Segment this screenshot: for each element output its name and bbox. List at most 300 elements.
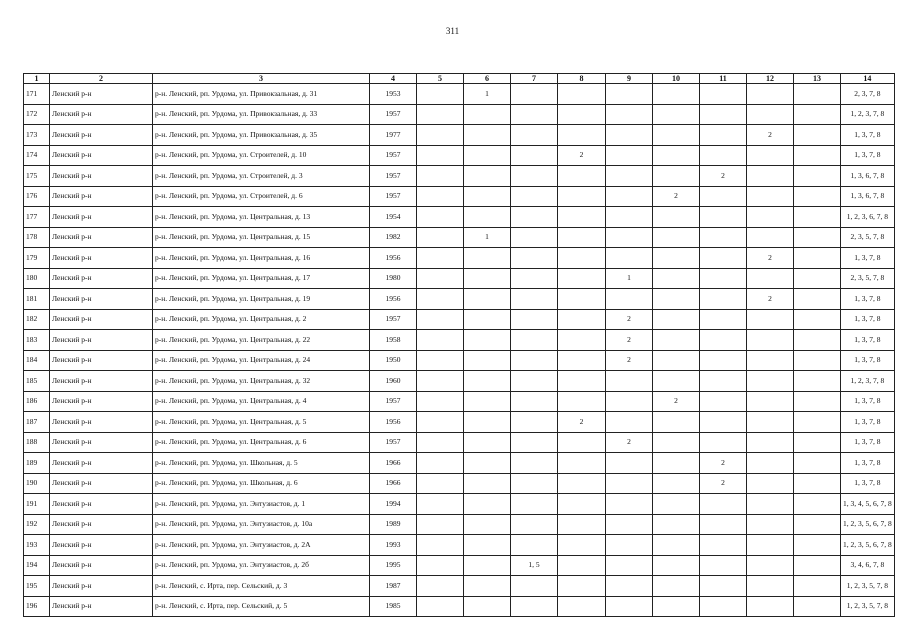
cell-col-9: 1 bbox=[606, 268, 653, 289]
cell-col-10 bbox=[653, 227, 700, 248]
register-table bbox=[23, 73, 895, 617]
cell-col-3: р-н. Ленский, с. Ирта, пер. Сельский, д. 3 bbox=[153, 576, 370, 597]
cell-col-13 bbox=[794, 350, 841, 371]
cell-col-12 bbox=[747, 84, 794, 105]
cell-col-5 bbox=[417, 453, 464, 474]
cell-col-7 bbox=[511, 145, 558, 166]
cell-col-6 bbox=[464, 125, 511, 146]
cell-col-8 bbox=[558, 186, 606, 207]
cell-col-12: 2 bbox=[747, 289, 794, 310]
cell-col-11 bbox=[700, 371, 747, 392]
cell-col-5 bbox=[417, 473, 464, 494]
cell-col-6 bbox=[464, 473, 511, 494]
column-header-5: 5 bbox=[417, 74, 464, 84]
cell-col-8 bbox=[558, 432, 606, 453]
cell-col-13 bbox=[794, 371, 841, 392]
cell-col-11 bbox=[700, 125, 747, 146]
cell-col-3: р-н. Ленский, рп. Урдома, ул. Центральная, д. 16 bbox=[153, 248, 370, 269]
cell-col-6 bbox=[464, 289, 511, 310]
cell-col-13 bbox=[794, 576, 841, 597]
cell-col-2: Ленский р-н bbox=[50, 555, 153, 576]
cell-col-14: 1, 3, 7, 8 bbox=[841, 248, 895, 269]
cell-col-14: 1, 2, 3, 5, 7, 8 bbox=[841, 596, 895, 617]
cell-col-10 bbox=[653, 125, 700, 146]
cell-col-12: 2 bbox=[747, 248, 794, 269]
cell-col-13 bbox=[794, 227, 841, 248]
cell-col-7 bbox=[511, 186, 558, 207]
cell-col-1: 186 bbox=[24, 391, 50, 412]
cell-col-2: Ленский р-н bbox=[50, 576, 153, 597]
table-row bbox=[24, 84, 895, 105]
cell-col-1: 172 bbox=[24, 104, 50, 125]
cell-col-11 bbox=[700, 289, 747, 310]
cell-col-2: Ленский р-н bbox=[50, 432, 153, 453]
cell-col-8 bbox=[558, 227, 606, 248]
cell-col-4: 1958 bbox=[370, 330, 417, 351]
cell-col-6 bbox=[464, 494, 511, 515]
cell-col-3: р-н. Ленский, рп. Урдома, ул. Центральная, д. 17 bbox=[153, 268, 370, 289]
cell-col-14: 3, 4, 6, 7, 8 bbox=[841, 555, 895, 576]
cell-col-1: 173 bbox=[24, 125, 50, 146]
cell-col-7 bbox=[511, 535, 558, 556]
cell-col-10 bbox=[653, 330, 700, 351]
cell-col-9 bbox=[606, 166, 653, 187]
cell-col-12 bbox=[747, 166, 794, 187]
cell-col-10 bbox=[653, 207, 700, 228]
table-row bbox=[24, 289, 895, 310]
table-row bbox=[24, 125, 895, 146]
cell-col-9: 2 bbox=[606, 330, 653, 351]
cell-col-9 bbox=[606, 227, 653, 248]
cell-col-3: р-н. Ленский, рп. Урдома, ул. Энтузиастов, д. 2А bbox=[153, 535, 370, 556]
cell-col-14: 1, 3, 4, 5, 6, 7, 8 bbox=[841, 494, 895, 515]
cell-col-8 bbox=[558, 391, 606, 412]
cell-col-5 bbox=[417, 227, 464, 248]
cell-col-11 bbox=[700, 494, 747, 515]
cell-col-13 bbox=[794, 494, 841, 515]
cell-col-1: 195 bbox=[24, 576, 50, 597]
cell-col-6 bbox=[464, 145, 511, 166]
cell-col-4: 1989 bbox=[370, 514, 417, 535]
cell-col-5 bbox=[417, 166, 464, 187]
cell-col-14: 1, 3, 6, 7, 8 bbox=[841, 166, 895, 187]
cell-col-13 bbox=[794, 514, 841, 535]
table-row bbox=[24, 514, 895, 535]
cell-col-2: Ленский р-н bbox=[50, 207, 153, 228]
cell-col-6 bbox=[464, 596, 511, 617]
cell-col-5 bbox=[417, 289, 464, 310]
cell-col-5 bbox=[417, 104, 464, 125]
cell-col-11 bbox=[700, 309, 747, 330]
cell-col-7 bbox=[511, 453, 558, 474]
cell-col-14: 1, 3, 7, 8 bbox=[841, 432, 895, 453]
cell-col-12 bbox=[747, 350, 794, 371]
cell-col-14: 1, 2, 3, 7, 8 bbox=[841, 371, 895, 392]
cell-col-13 bbox=[794, 207, 841, 228]
cell-col-2: Ленский р-н bbox=[50, 330, 153, 351]
table-row bbox=[24, 166, 895, 187]
cell-col-9 bbox=[606, 84, 653, 105]
cell-col-12 bbox=[747, 576, 794, 597]
table-row bbox=[24, 596, 895, 617]
cell-col-10 bbox=[653, 104, 700, 125]
cell-col-12 bbox=[747, 207, 794, 228]
cell-col-10 bbox=[653, 412, 700, 433]
cell-col-4: 1980 bbox=[370, 268, 417, 289]
cell-col-2: Ленский р-н bbox=[50, 248, 153, 269]
cell-col-14: 2, 3, 5, 7, 8 bbox=[841, 227, 895, 248]
cell-col-11: 2 bbox=[700, 473, 747, 494]
cell-col-2: Ленский р-н bbox=[50, 309, 153, 330]
cell-col-14: 1, 2, 3, 5, 7, 8 bbox=[841, 576, 895, 597]
cell-col-12 bbox=[747, 432, 794, 453]
cell-col-13 bbox=[794, 535, 841, 556]
cell-col-11 bbox=[700, 596, 747, 617]
cell-col-9 bbox=[606, 391, 653, 412]
cell-col-4: 1960 bbox=[370, 371, 417, 392]
cell-col-3: р-н. Ленский, рп. Урдома, ул. Школьная, д. 6 bbox=[153, 473, 370, 494]
cell-col-3: р-н. Ленский, рп. Урдома, ул. Центральная, д. 13 bbox=[153, 207, 370, 228]
cell-col-14: 1, 2, 3, 5, 6, 7, 8 bbox=[841, 514, 895, 535]
cell-col-5 bbox=[417, 309, 464, 330]
cell-col-7 bbox=[511, 350, 558, 371]
table-row bbox=[24, 535, 895, 556]
cell-col-8 bbox=[558, 248, 606, 269]
cell-col-9 bbox=[606, 145, 653, 166]
table-row bbox=[24, 371, 895, 392]
cell-col-6: 1 bbox=[464, 227, 511, 248]
cell-col-4: 1985 bbox=[370, 596, 417, 617]
cell-col-13 bbox=[794, 248, 841, 269]
cell-col-5 bbox=[417, 391, 464, 412]
cell-col-4: 1977 bbox=[370, 125, 417, 146]
cell-col-2: Ленский р-н bbox=[50, 391, 153, 412]
header-row bbox=[24, 74, 895, 84]
cell-col-14: 1, 3, 6, 7, 8 bbox=[841, 186, 895, 207]
cell-col-7 bbox=[511, 227, 558, 248]
cell-col-8 bbox=[558, 166, 606, 187]
cell-col-5 bbox=[417, 555, 464, 576]
cell-col-10 bbox=[653, 535, 700, 556]
cell-col-6 bbox=[464, 514, 511, 535]
cell-col-4: 1993 bbox=[370, 535, 417, 556]
cell-col-10: 2 bbox=[653, 391, 700, 412]
cell-col-14: 1, 3, 7, 8 bbox=[841, 309, 895, 330]
cell-col-10 bbox=[653, 432, 700, 453]
column-header-2: 2 bbox=[50, 74, 153, 84]
cell-col-14: 2, 3, 5, 7, 8 bbox=[841, 268, 895, 289]
column-header-4: 4 bbox=[370, 74, 417, 84]
cell-col-8 bbox=[558, 371, 606, 392]
cell-col-12 bbox=[747, 514, 794, 535]
column-header-11: 11 bbox=[700, 74, 747, 84]
cell-col-11 bbox=[700, 227, 747, 248]
cell-col-14: 1, 3, 7, 8 bbox=[841, 330, 895, 351]
cell-col-5 bbox=[417, 330, 464, 351]
cell-col-6 bbox=[464, 555, 511, 576]
column-header-3: 3 bbox=[153, 74, 370, 84]
cell-col-1: 183 bbox=[24, 330, 50, 351]
cell-col-8 bbox=[558, 207, 606, 228]
cell-col-9 bbox=[606, 473, 653, 494]
cell-col-8 bbox=[558, 268, 606, 289]
cell-col-1: 194 bbox=[24, 555, 50, 576]
cell-col-4: 1987 bbox=[370, 576, 417, 597]
cell-col-2: Ленский р-н bbox=[50, 494, 153, 515]
cell-col-13 bbox=[794, 412, 841, 433]
cell-col-12 bbox=[747, 494, 794, 515]
cell-col-8 bbox=[558, 473, 606, 494]
cell-col-9 bbox=[606, 412, 653, 433]
table-row bbox=[24, 432, 895, 453]
cell-col-9 bbox=[606, 104, 653, 125]
cell-col-14: 1, 2, 3, 6, 7, 8 bbox=[841, 207, 895, 228]
cell-col-3: р-н. Ленский, рп. Урдома, ул. Энтузиастов, д. 2б bbox=[153, 555, 370, 576]
cell-col-7 bbox=[511, 248, 558, 269]
cell-col-5 bbox=[417, 207, 464, 228]
cell-col-5 bbox=[417, 350, 464, 371]
cell-col-11 bbox=[700, 391, 747, 412]
cell-col-7 bbox=[511, 514, 558, 535]
cell-col-2: Ленский р-н bbox=[50, 453, 153, 474]
table-row bbox=[24, 453, 895, 474]
cell-col-6 bbox=[464, 309, 511, 330]
table-row bbox=[24, 576, 895, 597]
cell-col-1: 185 bbox=[24, 371, 50, 392]
cell-col-14: 1, 3, 7, 8 bbox=[841, 289, 895, 310]
cell-col-5 bbox=[417, 145, 464, 166]
cell-col-7 bbox=[511, 104, 558, 125]
cell-col-7 bbox=[511, 330, 558, 351]
cell-col-8 bbox=[558, 494, 606, 515]
cell-col-4: 1966 bbox=[370, 453, 417, 474]
cell-col-12 bbox=[747, 535, 794, 556]
cell-col-5 bbox=[417, 535, 464, 556]
cell-col-14: 1, 3, 7, 8 bbox=[841, 125, 895, 146]
cell-col-7 bbox=[511, 494, 558, 515]
cell-col-7 bbox=[511, 268, 558, 289]
cell-col-2: Ленский р-н bbox=[50, 514, 153, 535]
cell-col-1: 190 bbox=[24, 473, 50, 494]
cell-col-2: Ленский р-н bbox=[50, 84, 153, 105]
cell-col-5 bbox=[417, 412, 464, 433]
cell-col-8 bbox=[558, 309, 606, 330]
cell-col-11 bbox=[700, 84, 747, 105]
cell-col-10 bbox=[653, 555, 700, 576]
cell-col-4: 1966 bbox=[370, 473, 417, 494]
cell-col-9 bbox=[606, 248, 653, 269]
cell-col-12 bbox=[747, 473, 794, 494]
table-row bbox=[24, 248, 895, 269]
cell-col-2: Ленский р-н bbox=[50, 104, 153, 125]
cell-col-10 bbox=[653, 145, 700, 166]
cell-col-2: Ленский р-н bbox=[50, 166, 153, 187]
cell-col-14: 1, 3, 7, 8 bbox=[841, 473, 895, 494]
cell-col-11 bbox=[700, 432, 747, 453]
page-number: 311 bbox=[445, 26, 460, 36]
cell-col-7 bbox=[511, 309, 558, 330]
cell-col-4: 1957 bbox=[370, 432, 417, 453]
cell-col-10 bbox=[653, 289, 700, 310]
cell-col-1: 171 bbox=[24, 84, 50, 105]
cell-col-6: 1 bbox=[464, 84, 511, 105]
cell-col-14: 1, 3, 7, 8 bbox=[841, 453, 895, 474]
cell-col-9 bbox=[606, 371, 653, 392]
cell-col-11 bbox=[700, 555, 747, 576]
cell-col-10 bbox=[653, 453, 700, 474]
cell-col-11: 2 bbox=[700, 453, 747, 474]
cell-col-12 bbox=[747, 555, 794, 576]
cell-col-3: р-н. Ленский, рп. Урдома, ул. Привокзальная, д. 33 bbox=[153, 104, 370, 125]
cell-col-12 bbox=[747, 330, 794, 351]
cell-col-9 bbox=[606, 453, 653, 474]
cell-col-12: 2 bbox=[747, 125, 794, 146]
cell-col-3: р-н. Ленский, рп. Урдома, ул. Центральная, д. 22 bbox=[153, 330, 370, 351]
cell-col-4: 1995 bbox=[370, 555, 417, 576]
cell-col-1: 193 bbox=[24, 535, 50, 556]
cell-col-3: р-н. Ленский, рп. Урдома, ул. Центральная, д. 6 bbox=[153, 432, 370, 453]
cell-col-14: 2, 3, 7, 8 bbox=[841, 84, 895, 105]
cell-col-11 bbox=[700, 330, 747, 351]
cell-col-2: Ленский р-н bbox=[50, 125, 153, 146]
cell-col-8 bbox=[558, 535, 606, 556]
cell-col-9: 2 bbox=[606, 432, 653, 453]
cell-col-4: 1956 bbox=[370, 412, 417, 433]
cell-col-2: Ленский р-н bbox=[50, 289, 153, 310]
cell-col-3: р-н. Ленский, рп. Урдома, ул. Центральная, д. 15 bbox=[153, 227, 370, 248]
cell-col-3: р-н. Ленский, с. Ирта, пер. Сельский, д. 5 bbox=[153, 596, 370, 617]
table-row bbox=[24, 104, 895, 125]
table-row bbox=[24, 473, 895, 494]
cell-col-13 bbox=[794, 104, 841, 125]
cell-col-4: 1957 bbox=[370, 309, 417, 330]
cell-col-7 bbox=[511, 576, 558, 597]
cell-col-6 bbox=[464, 576, 511, 597]
cell-col-11 bbox=[700, 412, 747, 433]
cell-col-10 bbox=[653, 166, 700, 187]
cell-col-6 bbox=[464, 330, 511, 351]
cell-col-7 bbox=[511, 84, 558, 105]
cell-col-12 bbox=[747, 391, 794, 412]
table-row bbox=[24, 227, 895, 248]
cell-col-11 bbox=[700, 248, 747, 269]
cell-col-12 bbox=[747, 371, 794, 392]
cell-col-13 bbox=[794, 145, 841, 166]
cell-col-6 bbox=[464, 432, 511, 453]
cell-col-4: 1982 bbox=[370, 227, 417, 248]
cell-col-13 bbox=[794, 166, 841, 187]
cell-col-8 bbox=[558, 514, 606, 535]
cell-col-6 bbox=[464, 412, 511, 433]
cell-col-5 bbox=[417, 248, 464, 269]
cell-col-8 bbox=[558, 125, 606, 146]
cell-col-2: Ленский р-н bbox=[50, 412, 153, 433]
cell-col-11 bbox=[700, 514, 747, 535]
cell-col-8 bbox=[558, 576, 606, 597]
cell-col-6 bbox=[464, 391, 511, 412]
table-row bbox=[24, 207, 895, 228]
cell-col-3: р-н. Ленский, рп. Урдома, ул. Строителей, д. 6 bbox=[153, 186, 370, 207]
cell-col-2: Ленский р-н bbox=[50, 596, 153, 617]
cell-col-11 bbox=[700, 145, 747, 166]
cell-col-12 bbox=[747, 268, 794, 289]
cell-col-13 bbox=[794, 596, 841, 617]
cell-col-13 bbox=[794, 84, 841, 105]
cell-col-12 bbox=[747, 227, 794, 248]
cell-col-14: 1, 2, 3, 5, 6, 7, 8 bbox=[841, 535, 895, 556]
cell-col-7 bbox=[511, 412, 558, 433]
cell-col-9 bbox=[606, 535, 653, 556]
cell-col-13 bbox=[794, 555, 841, 576]
cell-col-8 bbox=[558, 330, 606, 351]
table-row bbox=[24, 330, 895, 351]
cell-col-8 bbox=[558, 84, 606, 105]
cell-col-6 bbox=[464, 248, 511, 269]
cell-col-5 bbox=[417, 494, 464, 515]
cell-col-7 bbox=[511, 391, 558, 412]
cell-col-7: 1, 5 bbox=[511, 555, 558, 576]
cell-col-10 bbox=[653, 473, 700, 494]
cell-col-4: 1957 bbox=[370, 104, 417, 125]
cell-col-8 bbox=[558, 555, 606, 576]
cell-col-10 bbox=[653, 84, 700, 105]
cell-col-11 bbox=[700, 186, 747, 207]
cell-col-7 bbox=[511, 289, 558, 310]
cell-col-4: 1953 bbox=[370, 84, 417, 105]
cell-col-7 bbox=[511, 166, 558, 187]
cell-col-10 bbox=[653, 309, 700, 330]
cell-col-1: 177 bbox=[24, 207, 50, 228]
cell-col-10 bbox=[653, 576, 700, 597]
cell-col-4: 1956 bbox=[370, 248, 417, 269]
cell-col-4: 1950 bbox=[370, 350, 417, 371]
cell-col-9 bbox=[606, 596, 653, 617]
table-row bbox=[24, 555, 895, 576]
cell-col-14: 1, 3, 7, 8 bbox=[841, 350, 895, 371]
cell-col-7 bbox=[511, 432, 558, 453]
cell-col-4: 1956 bbox=[370, 289, 417, 310]
cell-col-3: р-н. Ленский, рп. Урдома, ул. Энтузиастов, д. 1 bbox=[153, 494, 370, 515]
table-row bbox=[24, 145, 895, 166]
cell-col-1: 178 bbox=[24, 227, 50, 248]
cell-col-4: 1957 bbox=[370, 186, 417, 207]
cell-col-9 bbox=[606, 555, 653, 576]
cell-col-13 bbox=[794, 432, 841, 453]
cell-col-14: 1, 3, 7, 8 bbox=[841, 391, 895, 412]
table-row bbox=[24, 391, 895, 412]
cell-col-13 bbox=[794, 391, 841, 412]
column-header-14: 14 bbox=[841, 74, 895, 84]
cell-col-1: 175 bbox=[24, 166, 50, 187]
cell-col-1: 189 bbox=[24, 453, 50, 474]
cell-col-9 bbox=[606, 514, 653, 535]
cell-col-1: 176 bbox=[24, 186, 50, 207]
cell-col-8: 2 bbox=[558, 145, 606, 166]
cell-col-10 bbox=[653, 514, 700, 535]
cell-col-2: Ленский р-н bbox=[50, 227, 153, 248]
cell-col-5 bbox=[417, 125, 464, 146]
cell-col-4: 1994 bbox=[370, 494, 417, 515]
cell-col-12 bbox=[747, 104, 794, 125]
cell-col-7 bbox=[511, 473, 558, 494]
cell-col-3: р-н. Ленский, рп. Урдома, ул. Энтузиастов, д. 10а bbox=[153, 514, 370, 535]
cell-col-10: 2 bbox=[653, 186, 700, 207]
cell-col-3: р-н. Ленский, рп. Урдома, ул. Привокзальная, д. 35 bbox=[153, 125, 370, 146]
cell-col-3: р-н. Ленский, рп. Урдома, ул. Привокзальная, д. 31 bbox=[153, 84, 370, 105]
cell-col-5 bbox=[417, 84, 464, 105]
cell-col-8 bbox=[558, 104, 606, 125]
cell-col-4: 1957 bbox=[370, 391, 417, 412]
